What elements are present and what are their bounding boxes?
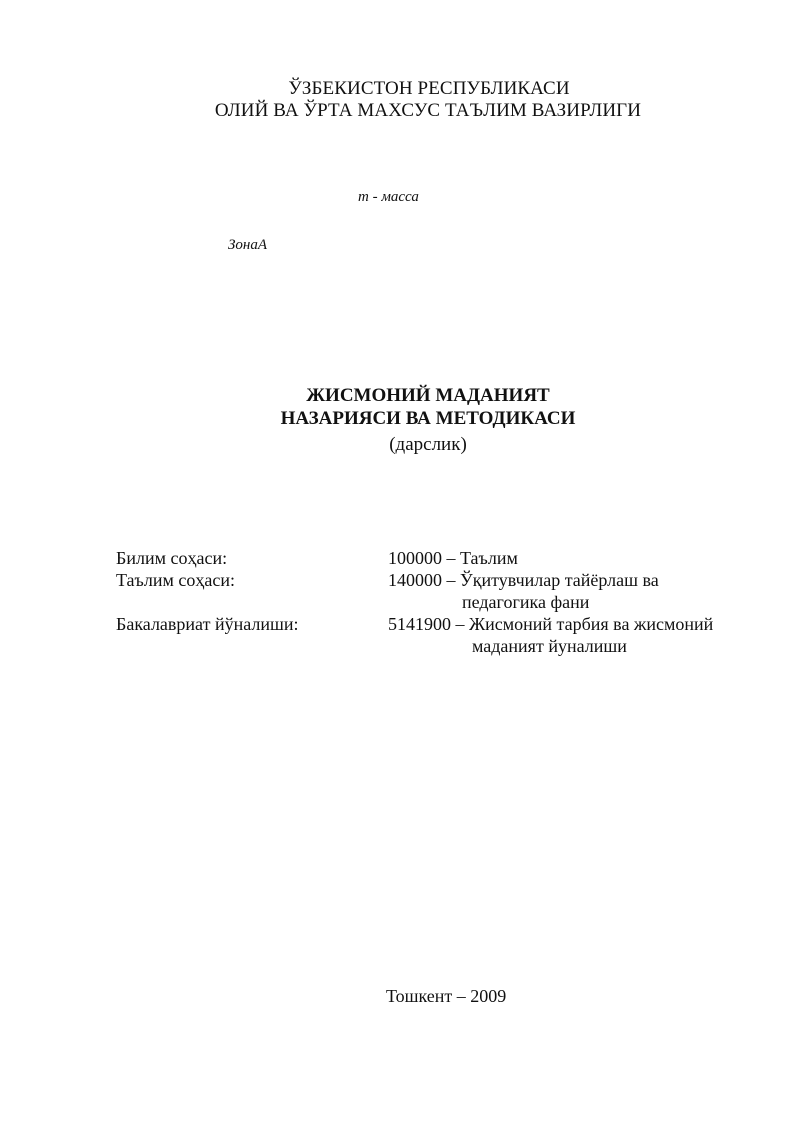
info-value: 100000 – Таълим xyxy=(388,548,518,568)
info-value: 5141900 – Жисмоний тарбия ва жисмоний xyxy=(388,614,714,634)
title-line-1: ЖИСМОНИЙ МАДАНИЯТ xyxy=(306,385,550,406)
zone-note: ЗонаА xyxy=(228,237,268,253)
info-label: Билим соҳаси: xyxy=(116,548,228,568)
title-line-2: НАЗАРИЯСИ ВА МЕТОДИКАСИ xyxy=(280,408,576,429)
city-year: Тошкент – 2009 xyxy=(386,986,507,1006)
book-title xyxy=(0,384,800,456)
info-value-continuation: педагогика фани xyxy=(462,592,590,612)
header-line-2: ОЛИЙ ВА ЎРТА МАХСУС ТАЪЛИМ ВАЗИРЛИГИ xyxy=(214,100,642,121)
mass-note: т - масса xyxy=(358,189,419,205)
info-value: 140000 – Ўқитувчилар тайёрлаш ва xyxy=(388,570,659,590)
info-label: Бакалавриат йўналиши: xyxy=(116,614,299,634)
header-line-1: ЎЗБЕКИСТОН РЕСПУБЛИКАСИ xyxy=(288,78,570,99)
info-label: Таълим соҳаси: xyxy=(116,570,235,590)
title-subtitle: (дарслик) xyxy=(389,434,467,455)
info-value-continuation: маданият йуналиши xyxy=(472,636,627,656)
ministry-header xyxy=(0,78,800,122)
